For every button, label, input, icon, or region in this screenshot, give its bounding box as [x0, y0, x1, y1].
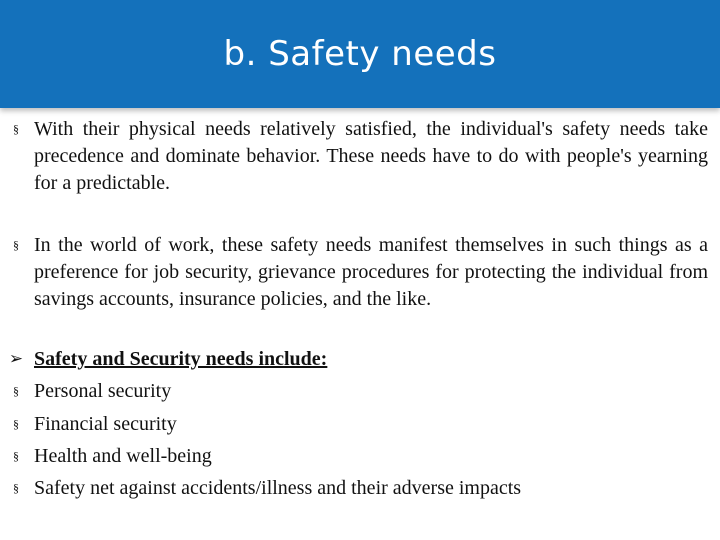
- paragraph-1: With their physical needs relatively satisfied, the individual's safety needs take precedence and dominate behavior. These needs have to do with people's yearning for a predictable.: [34, 118, 708, 194]
- arrow-bullet-icon: ➢: [8, 349, 24, 369]
- title-banner: [0, 0, 720, 108]
- paragraph-2: In the world of work, these safety needs manifest themselves in such things as a preference for job security, grievance procedures for protecting the individual from savings accounts, insurance policies, and the like.: [34, 234, 708, 310]
- list-heading: Safety and Security needs include:: [34, 348, 328, 370]
- slide-title: b. Safety needs: [223, 34, 497, 74]
- list-item: Health and well-being: [34, 445, 212, 467]
- square-bullet-icon: §: [13, 238, 19, 252]
- square-bullet-icon: §: [13, 481, 19, 495]
- square-bullet-icon: §: [13, 417, 19, 431]
- square-bullet-icon: §: [13, 122, 19, 136]
- square-bullet-icon: §: [13, 449, 19, 463]
- list-item: Personal security: [34, 380, 172, 402]
- list-item: Financial security: [34, 413, 177, 435]
- square-bullet-icon: §: [13, 384, 19, 398]
- list-item: Safety net against accidents/illness and their adverse impacts: [34, 477, 522, 499]
